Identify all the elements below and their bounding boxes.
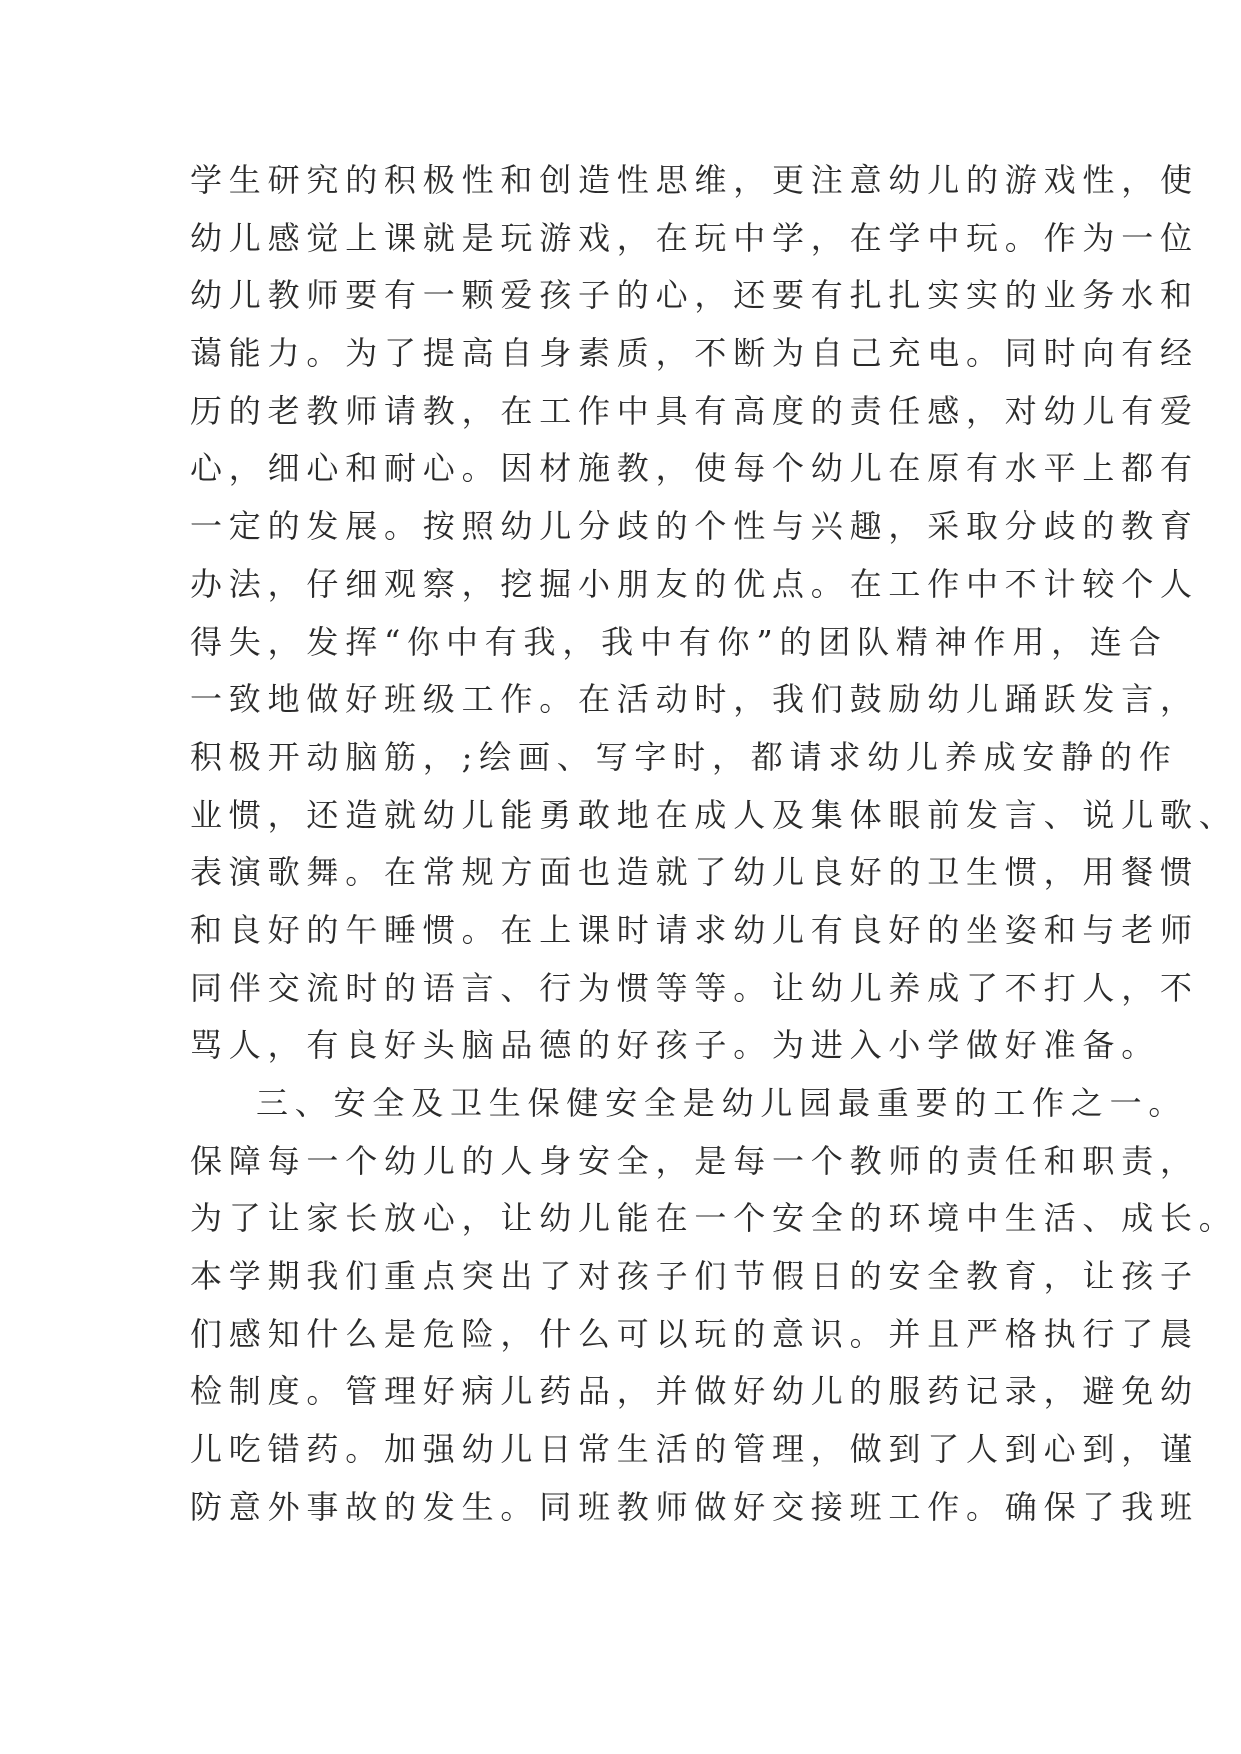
text-line: 学生研究的积极性和创造性思维，更注意幼儿的游戏性，使	[190, 161, 1199, 199]
text-line: 骂人，有良好头脑品德的好孩子。为进入小学做好准备。	[190, 1026, 1161, 1065]
text-line: 本学期我们重点突出了对孩子们节假日的安全教育，让孩子	[190, 1257, 1199, 1296]
section-heading-line: 三、安全及卫生保健安全是幼儿园最重要的工作之一。	[256, 1084, 1188, 1122]
text-line: 儿吃错药。加强幼儿日常生活的管理，做到了人到心到，谨	[190, 1430, 1199, 1469]
text-line: 积极开动脑筋，;绘画、写字时，都请求幼儿养成安静的作	[190, 737, 1178, 776]
text-line: 防意外事故的发生。同班教师做好交接班工作。确保了我班	[190, 1487, 1199, 1526]
text-line: 心，细心和耐心。因材施教，使每个幼儿在原有水平上都有	[190, 449, 1199, 488]
text-line: 蔼能力。为了提高自身素质，不断为自己充电。同时向有经	[190, 334, 1199, 373]
text-line: 历的老教师请教，在工作中具有高度的责任感，对幼儿有爱	[190, 391, 1199, 430]
text-line: 业惯，还造就幼儿能勇敢地在成人及集体眼前发言、说儿歌、	[190, 795, 1238, 834]
text-line: 们感知什么是危险，什么可以玩的意识。并且严格执行了晨	[190, 1314, 1199, 1353]
text-line: 幼儿感觉上课就是玩游戏，在玩中学，在学中玩。作为一位	[190, 218, 1199, 257]
text-line: 一致地做好班级工作。在活动时，我们鼓励幼儿踊跃发言，	[190, 680, 1199, 719]
text-line: 办法，仔细观察，挖掘小朋友的优点。在工作中不计较个人	[190, 564, 1199, 603]
text-line: 得失，发挥“你中有我，我中有你”的团队精神作用，连合	[190, 622, 1168, 661]
text-line: 表演歌舞。在常规方面也造就了幼儿良好的卫生惯，用餐惯	[190, 853, 1199, 892]
text-line: 同伴交流时的语言、行为惯等等。让幼儿养成了不打人，不	[190, 968, 1199, 1007]
text-line: 检制度。管理好病儿药品，并做好幼儿的服药记录，避免幼	[190, 1372, 1199, 1411]
text-line: 和良好的午睡惯。在上课时请求幼儿有良好的坐姿和与老师	[190, 910, 1199, 949]
text-line: 幼儿教师要有一颗爱孩子的心，还要有扎扎实实的业务水和	[190, 276, 1199, 315]
text-line: 一定的发展。按照幼儿分歧的个性与兴趣，采取分歧的教育	[190, 507, 1199, 546]
text-line: 保障每一个幼儿的人身安全，是每一个教师的责任和职责，	[190, 1141, 1199, 1180]
text-line: 为了让家长放心，让幼儿能在一个安全的环境中生活、成长。	[190, 1199, 1238, 1238]
body-text	[190, 152, 1238, 1537]
